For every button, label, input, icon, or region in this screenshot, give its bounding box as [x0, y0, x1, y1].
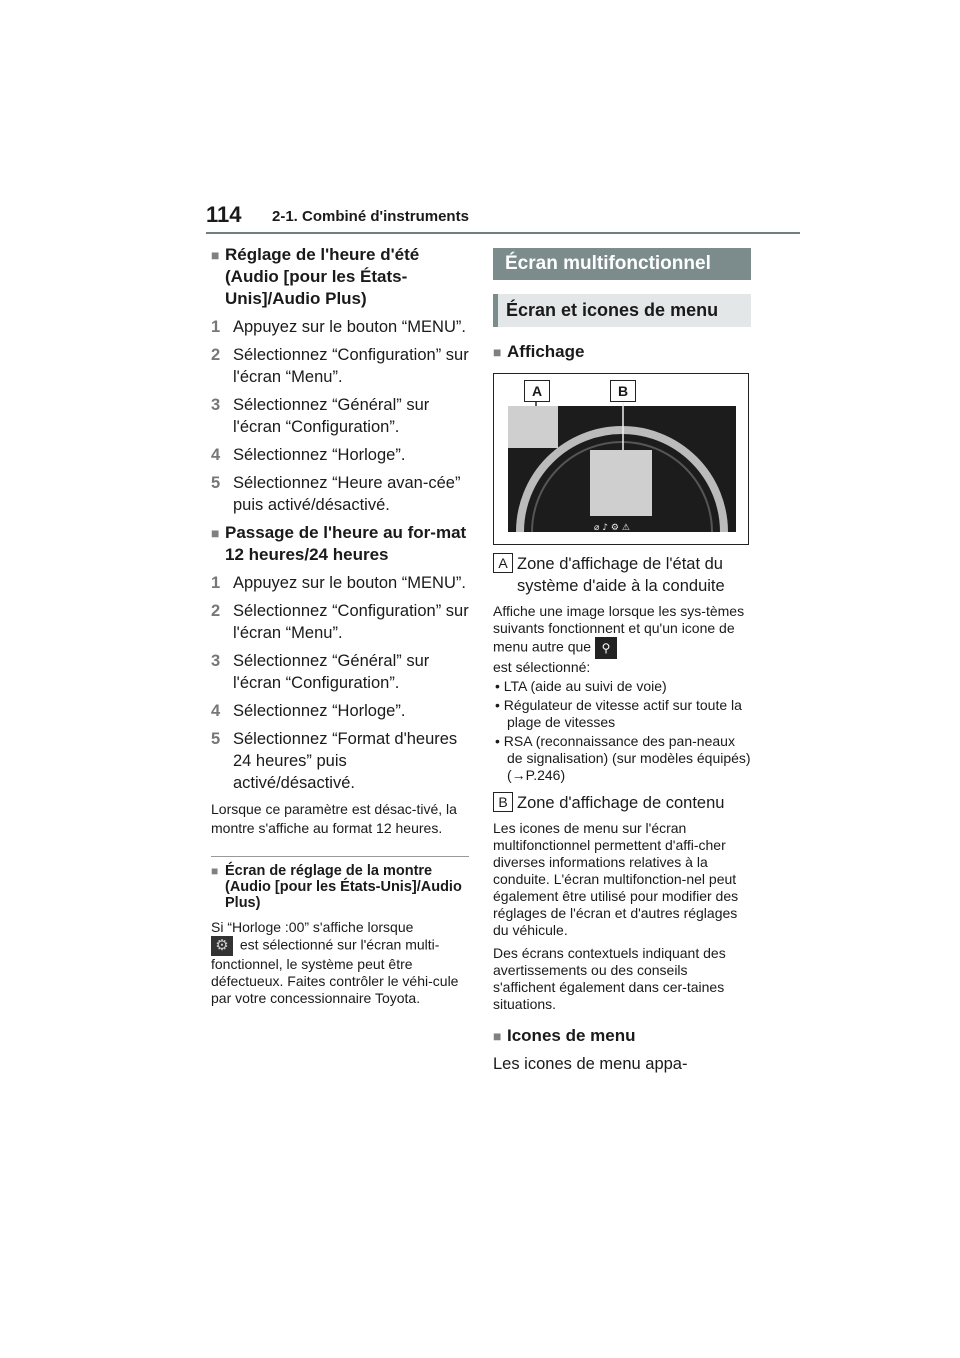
note-text: Lorsque ce paramètre est désac-tivé, la montre s'affiche au format 12 heures. [211, 801, 457, 836]
list-item: • RSA (reconnaissance des pan-neaux de signalisation) (sur modèles équipés) (→P.246) [495, 733, 751, 783]
section-heading: ■ Réglage de l'heure d'été (Audio [pour les États-Unis]/Audio Plus) [211, 245, 420, 308]
step: 2 Sélectionnez “Configuration” sur l'écran “Menu”. [211, 602, 469, 642]
item-a-title: A Zone d'affichage de l'état du système d'aide à la conduite [493, 553, 753, 597]
divider [211, 856, 469, 857]
step: 1 Appuyez sur le bouton “MENU”. [211, 574, 466, 592]
square-bullet-icon: ■ [211, 525, 220, 541]
chapter-title: 2-1. Combiné d'instruments [272, 208, 469, 225]
square-bullet-icon: ■ [211, 247, 220, 263]
gear-icon: ⚙ [211, 936, 233, 956]
item-b-title: B Zone d'affichage de contenu [493, 792, 753, 814]
header-rule [206, 232, 800, 234]
cluster-figure [493, 373, 749, 545]
step: 3 Sélectionnez “Général” sur l'écran “Configuration”. [211, 652, 430, 692]
step: 3 Sélectionnez “Général” sur l'écran “Configuration”. [211, 396, 430, 436]
item-b-paragraph: Les icones de menu sur l'écran multifonctionnel permettent d'affi-cher diverses informations relatives à la conduite. L'écran multifonction-nel peut également être utilisé pour modifier des réglages de l'écran et d'autres réglages du véhicule. [493, 820, 739, 938]
list-item: • LTA (aide au suivi de voie) [495, 678, 667, 694]
subsection-heading: ■ Écran de réglage de la montre (Audio [pour les États-Unis]/Audio Plus) [211, 863, 462, 911]
letter-b-box: B [493, 792, 513, 812]
right-column [493, 248, 753, 1081]
driving-assist-icon: ⚲ [595, 637, 617, 659]
clock-warning-text: Si “Horloge :00” s'affiche lorsque ⚙ est sélectionné sur l'écran multi-fonctionnel, le système peut être défectueux. Faites contrôler le véhi-cule par votre concessionnaire Toyota. [211, 919, 459, 1006]
section-band: Écran multifonctionnel [493, 248, 751, 280]
list-item: • Régulateur de vitesse actif sur toute la plage de vitesses [495, 697, 742, 730]
letter-a-box: A [493, 553, 513, 573]
step: 5 Sélectionnez “Format d'heures 24 heures” puis activé/désactivé. [211, 730, 458, 792]
item-a-bullets [493, 678, 753, 784]
callout-b: B [610, 380, 636, 402]
step: 5 Sélectionnez “Heure avan-cée” puis activé/désactivé. [211, 474, 461, 514]
step: 4 Sélectionnez “Horloge”. [211, 702, 406, 720]
page-number: 114 [206, 202, 242, 227]
step: 2 Sélectionnez “Configuration” sur l'écran “Menu”. [211, 346, 469, 386]
step: 1 Appuyez sur le bouton “MENU”. [211, 318, 466, 336]
callout-a: A [524, 380, 550, 402]
item-b-paragraph: Des écrans contextuels indiquant des avertissements ou des conseils s'affichent également dans cer-taines situations. [493, 945, 726, 1012]
icones-text: Les icones de menu appa- [493, 1055, 688, 1073]
icones-heading: ■ Icones de menu [493, 1026, 636, 1045]
square-bullet-icon: ■ [493, 344, 502, 360]
step: 4 Sélectionnez “Horloge”. [211, 446, 406, 464]
section-heading: ■ Passage de l'heure au for-mat 12 heures/24 heures [211, 523, 467, 564]
affichage-heading: ■ Affichage [493, 342, 585, 361]
square-bullet-icon: ■ [493, 1028, 502, 1044]
left-column [211, 244, 473, 1007]
subsection-band: Écran et icones de menu [493, 294, 751, 327]
item-a-description: Affiche une image lorsque les sys-tèmes suivants fonctionnent et qu'un icone de menu autre que ⚲ est sélectionné: [493, 603, 745, 675]
square-bullet-icon: ■ [211, 864, 219, 878]
svg-text:⌀ ♪ ⚙ ⚠: ⌀ ♪ ⚙ ⚠ [594, 523, 630, 533]
